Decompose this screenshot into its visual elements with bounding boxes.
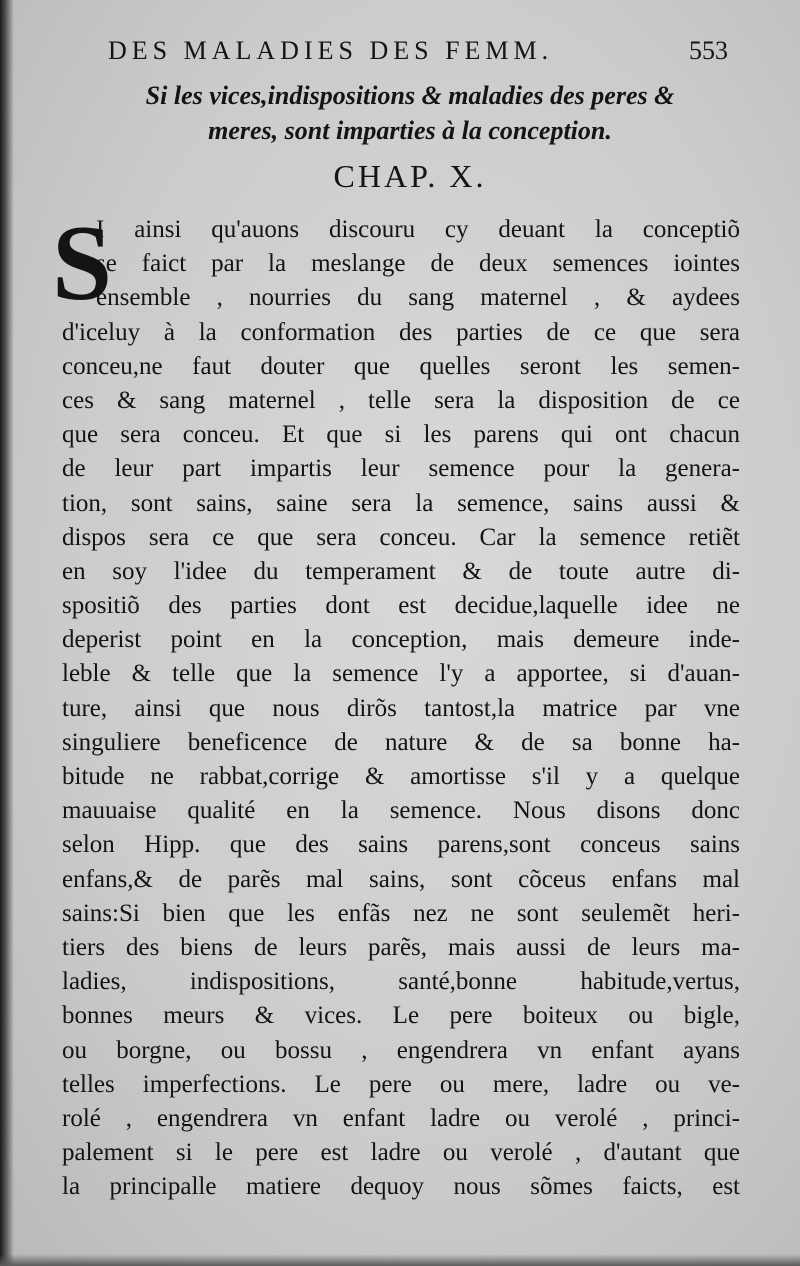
text-line: la principalle matiere dequoy nous sõmes faicts, est [62, 1173, 740, 1201]
text-line: ces & sang maternel , telle sera la disposition de ce [62, 386, 740, 414]
text-line: de leur part impartis leur semence pour la genera- [62, 455, 740, 483]
section-heading-line: meres, sont imparties à la conception. [208, 116, 612, 145]
section-heading [60, 78, 760, 148]
text-line: telles imperfections. Le pere ou mere, ladre ou ve- [62, 1070, 740, 1098]
text-line: ture, ainsi que nous dirõs tantost,la matrice par vne [62, 694, 740, 722]
text-line: mauuaise qualité en la semence. Nous disons donc [62, 797, 740, 825]
text-line: singuliere beneficence de nature & de sa bonne ha- [62, 728, 740, 756]
text-line: conceu,ne faut douter que quelles seront les semen- [62, 352, 740, 380]
text-line: palement si le pere est ladre ou verolé , d'autant que [62, 1139, 740, 1167]
body-text [62, 213, 740, 1204]
text-line: tion, sont sains, saine sera la semence, sains aussi & [62, 489, 740, 517]
text-line: bitude ne rabbat,corrige & amortisse s'il y a quelque [62, 763, 740, 790]
text-line: tiers des biens de leurs parẽs, mais aussi de leurs ma- [62, 933, 740, 961]
text-line: leble & telle que la semence l'y a apportee, si d'auan- [62, 660, 740, 688]
text-line: dispos sera ce que sera conceu. Car la semence retiẽt [62, 523, 740, 551]
text-line: ladies, indispositions, santé,bonne habitude,vertus, [62, 968, 740, 996]
text-line: enfans,& de parẽs mal sains, sont cõceus enfans mal [62, 865, 740, 893]
text-line: spositiõ des parties dont est decidue,laquelle idee ne [62, 592, 740, 620]
text-line: selon Hipp. que des sains parens,sont conceus sains [62, 831, 740, 859]
text-line: ensemble , nourries du sang maternel , & aydees [96, 284, 740, 312]
running-head [108, 36, 728, 76]
text-line: deperist point en la conception, mais demeure inde- [62, 626, 740, 654]
drop-cap: S [52, 204, 113, 323]
text-line: I ainsi qu'auons discouru cy deuant la conceptiõ [96, 216, 740, 243]
text-line: en soy l'idee du temperament & de toute autre di- [62, 557, 740, 585]
section-heading-line: Si les vices,indispositions & maladies des peres & [145, 81, 675, 110]
text-line: se faict par la meslange de deux semences iointes [96, 250, 740, 278]
text-line: rolé , engendrera vn enfant ladre ou verolé , princi- [62, 1104, 740, 1132]
page-edge-shadow [0, 1254, 800, 1266]
text-line: sains:Si bien que les enfãs nez ne sont seulemẽt heri- [62, 899, 740, 927]
chapter-title: CHAP. X. [333, 158, 487, 194]
text-line: ou borgne, ou bossu , engendrera vn enfant ayans [62, 1036, 740, 1064]
text-line: que sera conceu. Et que si les parens qui ont chacun [62, 421, 740, 449]
page-number: 553 [689, 36, 728, 65]
text-line: bonnes meurs & vices. Le pere boiteux ou bigle, [62, 1002, 740, 1030]
running-head-title: DES MALADIES DES FEMM. [108, 36, 554, 65]
binding-shadow [0, 0, 14, 1266]
text-line: d'iceluy à la conformation des parties de ce que sera [62, 318, 740, 346]
